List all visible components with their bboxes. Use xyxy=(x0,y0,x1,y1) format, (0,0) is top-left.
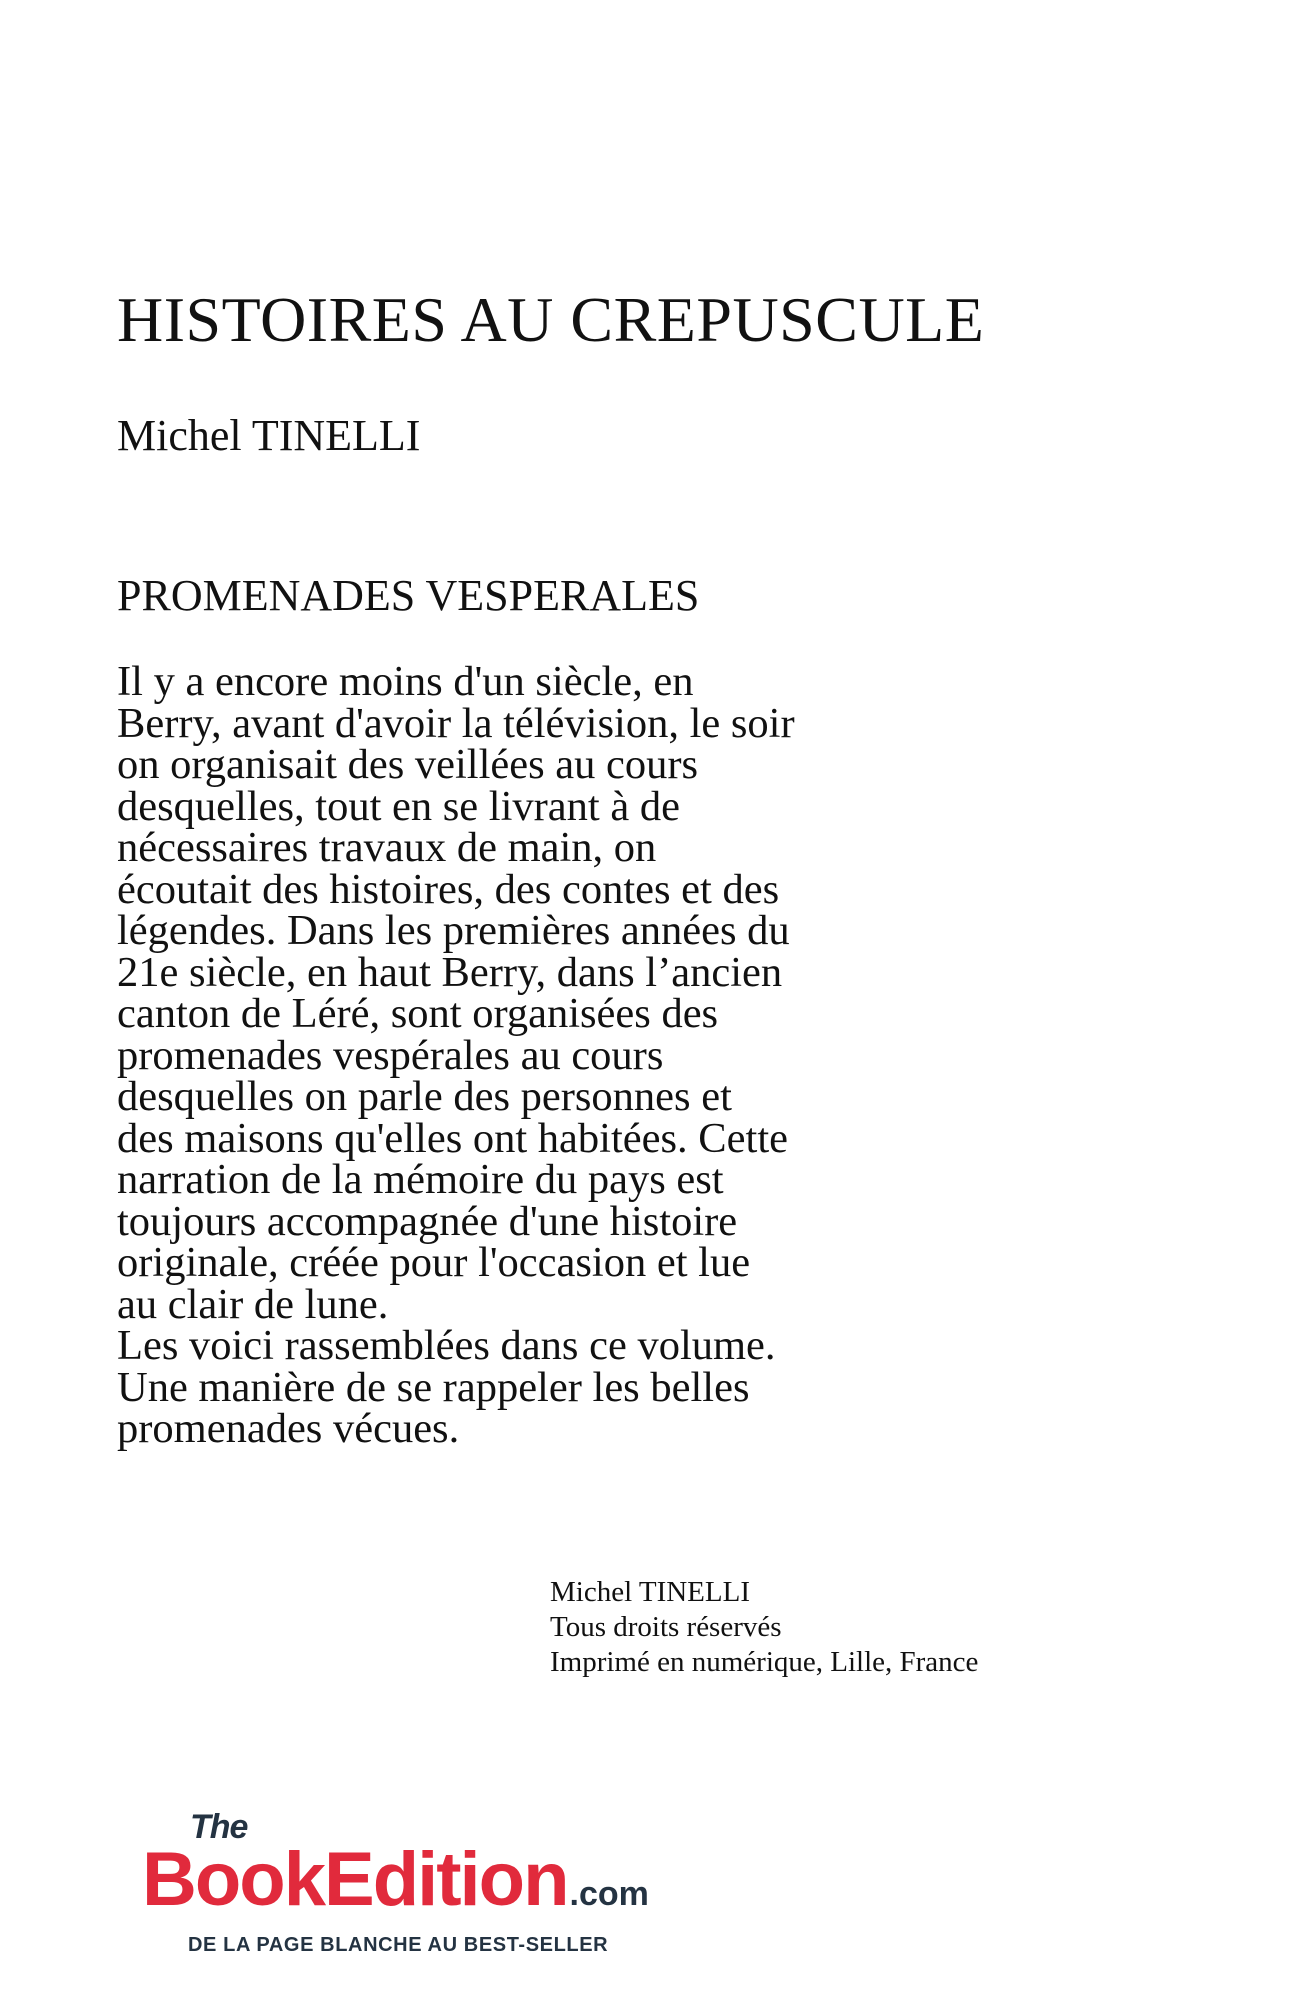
blurb-line: nécessaires travaux de main, on xyxy=(117,824,657,871)
blurb-line: Les voici rassemblées dans ce volume. xyxy=(117,1322,776,1369)
blurb-line: Il y a encore moins d'un siècle, en xyxy=(117,658,694,705)
logo-the: The xyxy=(190,1808,248,1846)
blurb-line: originale, créée pour l'occasion et lue xyxy=(117,1239,751,1286)
logo-name: BookEdition xyxy=(142,1837,568,1922)
logo-domain: .com xyxy=(569,1875,649,1913)
blurb-line: desquelles, tout en se livrant à de xyxy=(117,782,680,830)
blurb-line: promenades vécues. xyxy=(117,1405,460,1452)
blurb-line: narration de la mémoire du pays est xyxy=(117,1156,724,1203)
blurb-line: écoutait des histoires, des contes et des xyxy=(117,865,780,913)
blurb-line: promenades vespérales au cours xyxy=(117,1031,664,1079)
rights-author: Michel TINELLI xyxy=(550,1576,750,1608)
logo-tagline: DE LA PAGE BLANCHE AU BEST-SELLER xyxy=(188,1934,609,1956)
blurb-line: 21e siècle, en haut Berry, dans l’ancien xyxy=(117,948,783,996)
blurb-line: desquelles on parle des personnes et xyxy=(117,1073,732,1120)
publisher-logo xyxy=(142,1808,702,1958)
blurb-line: au clair de lune. xyxy=(117,1280,389,1328)
blurb-line: Une manière de se rappeler les belles xyxy=(117,1363,750,1411)
blurb-line: légendes. Dans les premières années du xyxy=(117,907,790,954)
book-title: HISTOIRES AU CREPUSCULE xyxy=(117,284,985,355)
blurb-line: Berry, avant d'avoir la télévision, le soir xyxy=(117,699,795,747)
blurb-text xyxy=(117,658,1017,1452)
blurb-line: des maisons qu'elles ont habitées. Cette xyxy=(117,1114,788,1162)
rights-reserved: Tous droits réservés xyxy=(550,1611,782,1643)
rights-printed: Imprimé en numérique, Lille, France xyxy=(550,1646,979,1678)
rights-notice xyxy=(550,1575,978,1680)
blurb-heading: PROMENADES VESPERALES xyxy=(117,571,700,620)
blurb-line: toujours accompagnée d'une histoire xyxy=(117,1197,738,1245)
author-name: Michel TINELLI xyxy=(117,411,421,460)
logo-wordmark xyxy=(142,1836,649,1923)
blurb-line: on organisait des veillées au cours xyxy=(117,741,699,788)
blurb-line: canton de Léré, sont organisées des xyxy=(117,990,719,1037)
